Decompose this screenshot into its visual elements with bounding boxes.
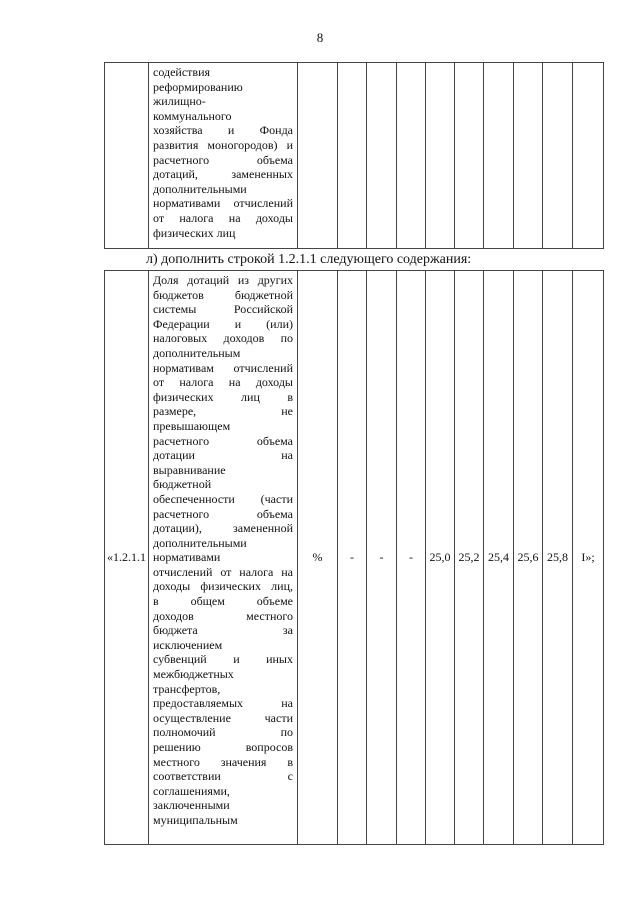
cell-value	[338, 63, 367, 249]
description-line: системы Российской	[153, 302, 293, 317]
description-line: исключением	[153, 637, 223, 652]
cell-code: «1.2.1.1	[105, 271, 149, 845]
cell-value	[367, 63, 397, 249]
cell-value	[455, 63, 484, 249]
cell-value: 25,2	[455, 271, 484, 845]
description-line: дотации), замененной	[153, 521, 293, 536]
cell-unit: %	[298, 271, 338, 845]
description-line: хозяйства и Фонда	[153, 123, 293, 138]
description-line: доходы физических лиц,	[153, 579, 293, 594]
table-top-fragment	[104, 62, 604, 249]
table-main	[104, 270, 604, 845]
cell-value: 25,8	[543, 271, 573, 845]
description-line: нормативами	[153, 550, 221, 565]
description-line: реформированию	[153, 79, 243, 94]
cell-closing: I»;	[573, 271, 604, 845]
description-line: заключенными	[153, 798, 230, 813]
cell-value: -	[367, 271, 397, 845]
description-line: коммунального	[153, 108, 232, 123]
description-line: превышающем	[153, 418, 231, 433]
description-line: предоставляемых на	[153, 696, 293, 711]
cell-closing	[573, 63, 604, 249]
cell-value: 25,4	[484, 271, 514, 845]
cell-value: 25,0	[426, 271, 455, 845]
description-line: отчислений от налога на	[153, 564, 293, 579]
description-line: налоговых доходов по	[153, 331, 293, 346]
description-line: дополнительными	[153, 535, 247, 550]
description-line: субвенций и иных	[153, 652, 293, 667]
description-line: размере, не	[153, 404, 293, 419]
description-line: в общем объеме	[153, 594, 293, 609]
description-line: от налога на доходы	[153, 210, 293, 225]
description-line: дотации на	[153, 448, 293, 463]
amendment-instruction: л) дополнить строкой 1.2.1.1 следующего содержания:	[146, 252, 472, 267]
description-line: решению вопросов	[153, 740, 293, 754]
description-line: трансфертов,	[153, 681, 221, 696]
description-line: расчетного объема	[153, 152, 293, 167]
description-line: межбюджетных	[153, 667, 234, 682]
description-line: физических лиц в	[153, 389, 293, 404]
description-line: осуществление части	[153, 710, 293, 725]
description-line: дотаций, замененных	[153, 167, 293, 182]
cell-value	[484, 63, 514, 249]
description-line: от налога на доходы	[153, 375, 293, 390]
description-line: доходов местного	[153, 608, 293, 623]
description-line: муниципальным	[153, 812, 238, 827]
cell-value: -	[338, 271, 367, 845]
description-line: расчетного объема	[153, 506, 293, 521]
description-line: Федерации и (или)	[153, 316, 293, 331]
description-line: бюджетов бюджетной	[153, 287, 293, 302]
description-line: дополнительными	[153, 181, 247, 196]
cell-value: 25,6	[514, 271, 543, 845]
description-line: бюджетной	[153, 477, 212, 492]
description-line: нормативам отчислений	[153, 360, 293, 375]
cell-code	[105, 63, 149, 249]
description-line: нормативами отчислений	[153, 196, 293, 211]
cell-value	[543, 63, 573, 249]
description-line: Доля дотаций из других	[153, 273, 293, 287]
description-line: дополнительным	[153, 345, 241, 360]
cell-value: -	[397, 271, 426, 845]
cell-description	[149, 63, 298, 249]
description-line: расчетного объема	[153, 433, 293, 448]
description-line: выравнивание	[153, 462, 226, 477]
description-line: бюджета за	[153, 623, 293, 638]
cell-value	[426, 63, 455, 249]
cell-value	[397, 63, 426, 249]
description-line: соответствии с	[153, 769, 293, 784]
description-line: местного значения в	[153, 754, 293, 769]
cell-unit	[298, 63, 338, 249]
description-line: физических лиц	[153, 225, 236, 240]
description-line: жилищно-	[153, 94, 206, 109]
description-line: соглашениями,	[153, 783, 230, 798]
description-line: содействия	[153, 65, 211, 79]
description-line: развития моногородов) и	[153, 137, 293, 152]
page-number: 8	[316, 30, 324, 45]
description-line: полномочий по	[153, 725, 293, 740]
cell-value	[514, 63, 543, 249]
cell-description	[149, 271, 298, 845]
description-line: обеспеченности (части	[153, 491, 293, 506]
